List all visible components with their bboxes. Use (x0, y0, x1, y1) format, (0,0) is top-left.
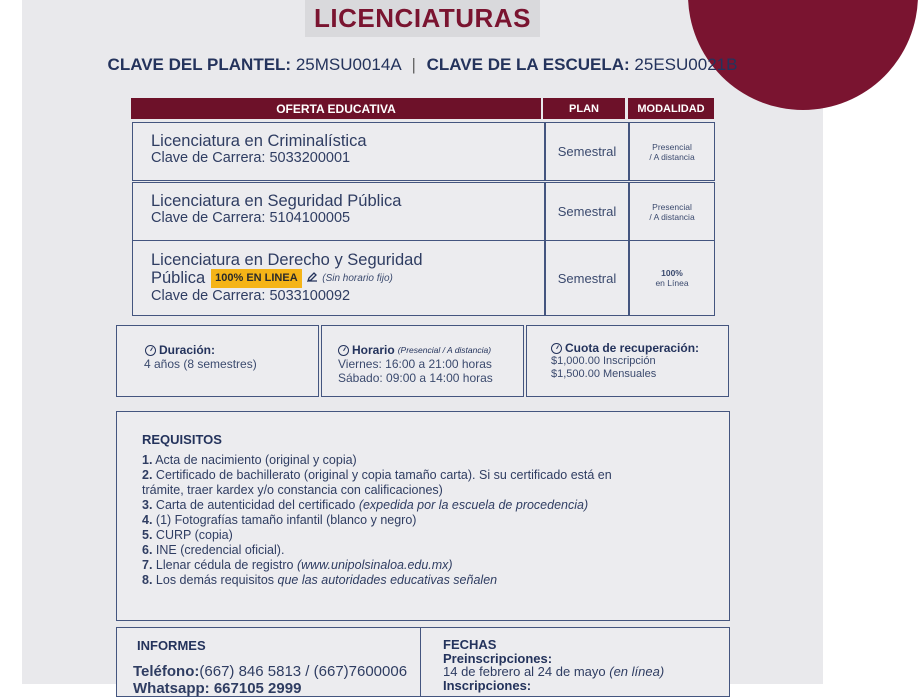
clave-escuela-value: 25ESU0021B (634, 55, 738, 74)
duracion-heading (145, 343, 318, 357)
clock-icon (338, 345, 349, 356)
program-cell (132, 122, 545, 181)
inscripciones-label: Inscripciones: (443, 678, 532, 693)
clock-icon (145, 345, 156, 356)
program-cell (132, 182, 545, 241)
horario-line2: Sábado: 09:00 a 14:00 horas (338, 371, 493, 385)
program-name-line2 (151, 269, 544, 288)
modalidad-line1: Presencial (652, 141, 692, 152)
program-cell (132, 240, 545, 316)
online-badge: 100% EN LINEA (211, 269, 302, 288)
program-clave: Clave de Carrera: 5033200001 (151, 150, 351, 166)
modalidad-line2: / A distancia (649, 211, 695, 222)
horario-note: (Presencial / A distancia) (397, 345, 492, 355)
modalidad-line1: 100% (661, 268, 683, 278)
cuota-heading (551, 341, 728, 355)
requisitos-title: REQUISITOS (142, 432, 222, 447)
list-item: 5. CURP (copia) (142, 528, 233, 542)
program-name-part: Pública (151, 268, 206, 287)
list-item: 6. INE (credencial oficial). (142, 543, 285, 557)
program-name: Licenciatura en Derecho y Seguridad (151, 251, 423, 269)
horario-box (321, 325, 524, 397)
clave-escuela-label: CLAVE DE LA ESCUELA: (426, 55, 630, 74)
header-plan: PLAN (543, 98, 625, 119)
modalidad-cell (629, 182, 715, 241)
list-item-continuation: trámite, traer kardex y/o constancia con calificaciones) (142, 483, 443, 497)
program-name: Licenciatura en Criminalística (151, 132, 367, 150)
list-item: 3. Carta de autenticidad del certificado (expedida por la escuela de procedencia) (142, 498, 589, 512)
table-row (132, 240, 824, 316)
cuota-line2: $1,500.00 Mensuales (551, 368, 657, 380)
title-banner (305, 0, 540, 37)
phone-label: Teléfono: (133, 663, 200, 680)
horario-line1: Viernes: 16:00 a 21:00 horas (338, 357, 492, 371)
modalidad-line2: en Línea (655, 278, 689, 288)
modalidad-line1: Presencial (652, 201, 692, 212)
preinscripciones-label: Preinscripciones: (443, 651, 553, 666)
page-title: LICENCIATURAS (314, 3, 531, 33)
document-page (22, 0, 823, 697)
cuota-line1: $1,000.00 Inscripción (551, 355, 656, 367)
fechas-title: FECHAS (443, 637, 497, 652)
informes-title: INFORMES (137, 638, 206, 653)
list-item: 7. Llenar cédula de registro (www.unipolsinaloa.edu.mx) (142, 558, 453, 572)
modalidad-cell (629, 122, 715, 181)
requisitos-box (116, 411, 730, 621)
program-clave: Clave de Carrera: 5104100005 (151, 210, 351, 226)
modalidad-cell (629, 240, 715, 316)
horario-title: Horario (352, 343, 395, 357)
duracion-title: Duración: (159, 343, 216, 357)
duracion-value: 4 años (8 semestres) (144, 357, 257, 371)
horario-heading (338, 343, 523, 357)
cuota-title: Cuota de recuperación: (565, 341, 700, 355)
program-name: Licenciatura en Seguridad Pública (151, 192, 402, 210)
plan-cell: Semestral (545, 122, 629, 181)
fechas-box (420, 627, 730, 697)
clave-plantel-label: CLAVE DEL PLANTEL: (107, 55, 292, 74)
clave-separator: | (411, 55, 416, 74)
list-item: 1. Acta de nacimiento (original y copia) (142, 453, 357, 467)
plan-cell: Semestral (545, 182, 629, 241)
clave-plantel-value: 25MSU0014A (295, 55, 401, 74)
header-modalidad: MODALIDAD (628, 98, 714, 119)
clock-icon (551, 343, 562, 354)
list-item: 8. Los demás requisitos que las autoridades educativas señalen (142, 573, 498, 587)
header-oferta-educativa: OFERTA EDUCATIVA (131, 98, 541, 119)
preinscripciones-value: 14 de febrero al 24 de mayo (en línea) (443, 664, 665, 679)
list-item: 2. Certificado de bachillerato (original y copia tamaño carta). Si su certificado está en (142, 468, 612, 482)
table-row (132, 182, 824, 241)
table-row (132, 122, 824, 181)
pen-icon (306, 270, 318, 287)
plan-cell: Semestral (545, 240, 629, 316)
phone-line (133, 663, 421, 680)
whatsapp-line: Whatsapp: 667105 2999 (133, 680, 302, 697)
phone-value: (667) 846 5813 / (667)7600006 (199, 663, 408, 680)
modalidad-line2: / A distancia (649, 151, 695, 162)
schedule-note: (Sin horario fijo) (322, 273, 393, 284)
duracion-box (116, 325, 319, 397)
clave-line (22, 55, 823, 75)
list-item: 4. (1) Fotografías tamaño infantil (blanco y negro) (142, 513, 417, 527)
informes-box (116, 627, 422, 697)
cuota-box (526, 325, 729, 397)
program-clave: Clave de Carrera: 5033100092 (151, 288, 351, 304)
